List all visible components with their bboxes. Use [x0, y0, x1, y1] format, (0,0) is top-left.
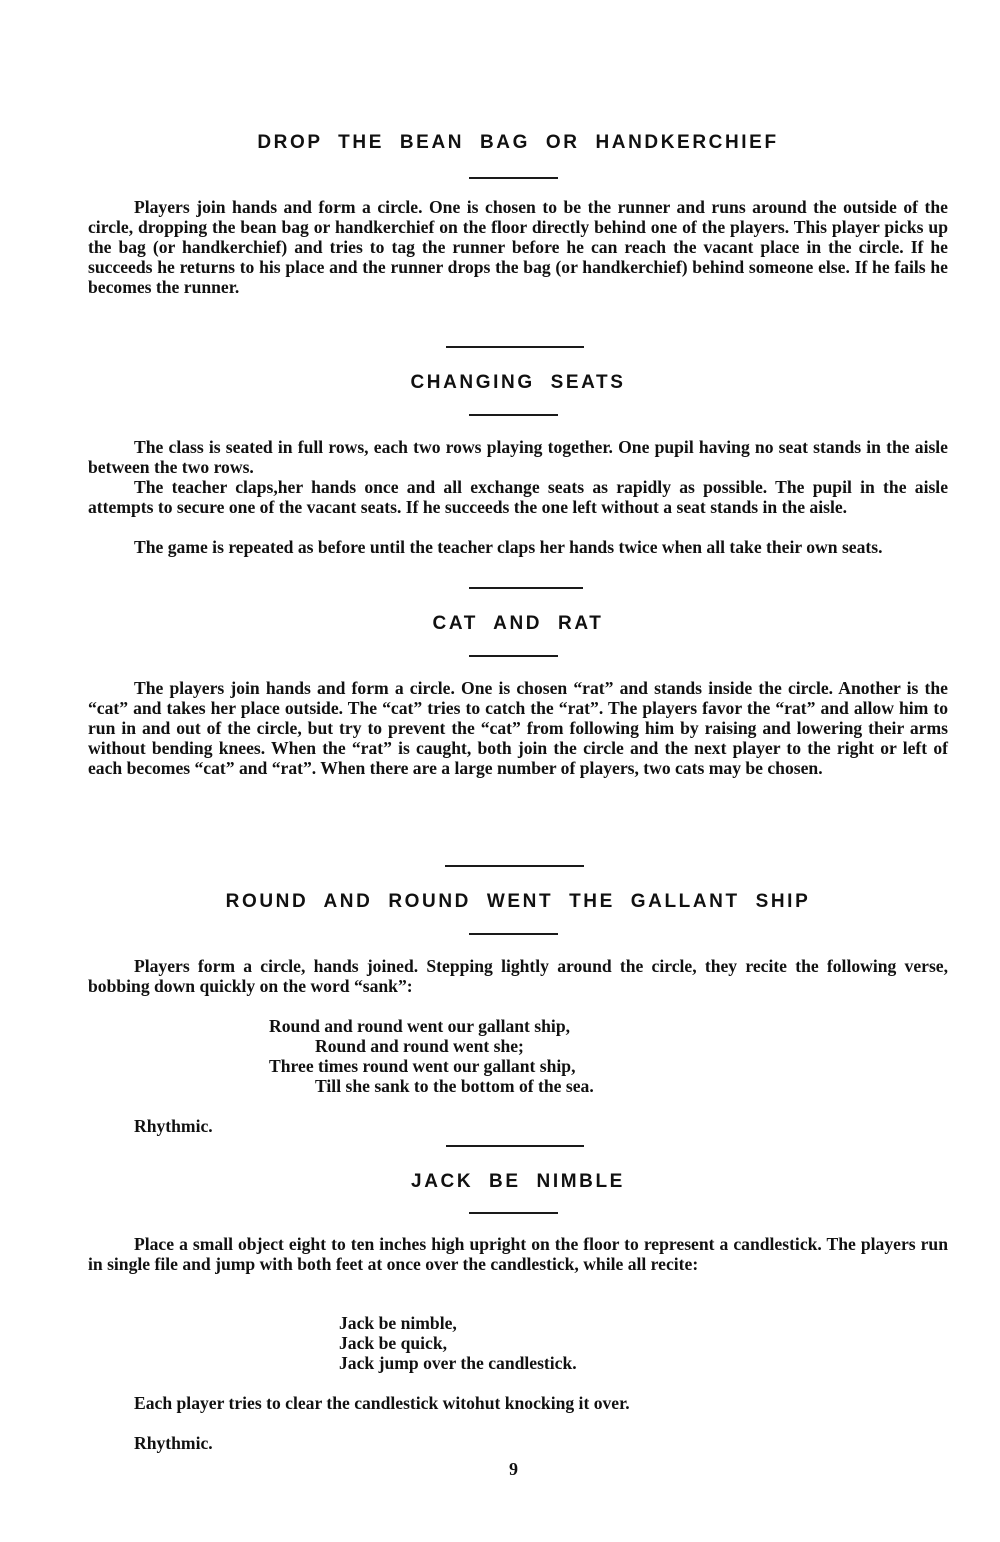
divider-rule	[469, 177, 558, 179]
instruction-text: Each player tries to clear the candlestick witohut knocking it over.	[134, 1393, 630, 1413]
paragraph: Players join hands and form a circle. One is chosen to be the runner and runs around the outside of the circle, dropping the bean bag or handkerchief on the floor directly behind one of the players. This player picks up the bag (or handkerchief) and tries to tag the runner before he can reach the vacant place in the circle. If he succeeds he returns to his place and the runner drops the bag (or handkerchief) behind someone else. If he fails he becomes the runner.	[88, 197, 948, 297]
verse	[339, 1313, 577, 1373]
paragraph: The teacher claps,her hands once and all exchange seats as rapidly as possible. The pupil in the aisle attempts to secure one of the vacant seats. If he succeeds the one left without a seat stands in the aisle.	[88, 477, 948, 517]
divider-rule	[469, 414, 558, 416]
section-title-drop-the-bean-bag: DROP THE BEAN BAG OR HANDKERCHIEF	[257, 132, 779, 153]
divider-rule	[469, 587, 583, 589]
divider-rule	[445, 865, 584, 867]
paragraph: The game is repeated as before until the teacher claps her hands twice when all take their own seats.	[134, 537, 883, 557]
section-title-cat-and-rat: CAT AND RAT	[432, 613, 604, 634]
section-title-changing-seats: CHANGING SEATS	[410, 372, 626, 393]
paragraph: Players form a circle, hands joined. Stepping lightly around the circle, they recite the following verse, bobbing down quickly on the word “sank”:	[88, 956, 948, 996]
verse-line: Jack be quick,	[339, 1333, 448, 1353]
divider-rule	[469, 933, 558, 935]
divider-rule	[469, 655, 558, 657]
verse-line: Till she sank to the bottom of the sea.	[315, 1076, 594, 1096]
note-rhythmic: Rhythmic.	[134, 1433, 213, 1453]
verse-line: Jack jump over the candlestick.	[339, 1353, 577, 1373]
verse-line: Three times round went our gallant ship,	[269, 1056, 576, 1076]
note-rhythmic: Rhythmic.	[134, 1116, 213, 1136]
paragraph: Place a small object eight to ten inches high upright on the floor to represent a candlestick. The players run in single file and jump with both feet at once over the candlestick, while all recite:	[88, 1234, 948, 1274]
paragraph: The players join hands and form a circle. One is chosen “rat” and stands inside the circle. Another is the “cat” and takes her place outside. The “cat” tries to catch the “rat”. The players favor the “rat” and allow him to run in and out of the circle, but try to prevent the “cat” from following him by raising and lowering their arms without bending knees. When the “rat” is caught, both join the circle and the next player to the right or left of each becomes “cat” and “rat”. When there are a large number of players, two cats may be chosen.	[88, 678, 948, 778]
paragraph: The class is seated in full rows, each two rows playing together. One pupil having no seat stands in the aisle between the two rows.	[88, 437, 948, 477]
divider-rule	[469, 1212, 558, 1214]
divider-rule	[446, 346, 584, 348]
verse-line: Round and round went our gallant ship,	[269, 1016, 571, 1036]
section-title-gallant-ship: ROUND AND ROUND WENT THE GALLANT SHIP	[225, 891, 811, 912]
section-title-jack-be-nimble: JACK BE NIMBLE	[411, 1171, 625, 1192]
page-number: 9	[509, 1459, 518, 1479]
divider-rule	[446, 1145, 584, 1147]
verse	[269, 1016, 594, 1096]
verse-line: Jack be nimble,	[339, 1313, 457, 1333]
verse-line: Round and round went she;	[315, 1036, 524, 1056]
